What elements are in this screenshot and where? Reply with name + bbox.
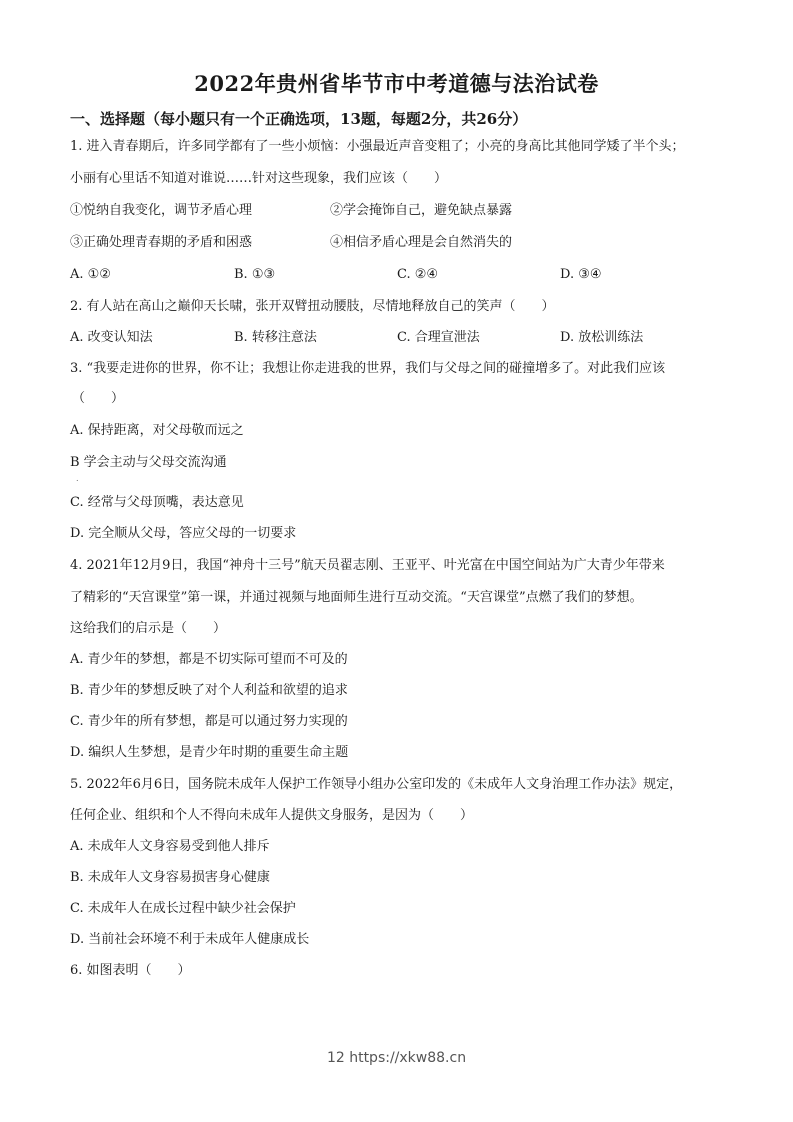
option-a: A. ①② <box>70 267 111 282</box>
stray-mark: . <box>76 474 79 483</box>
option-d: D. 完全顺从父母，答应父母的一切要求 <box>70 526 297 541</box>
option-c: C. 青少年的所有梦想，都是可以通过努力实现的 <box>70 714 348 729</box>
statement-1: ①悦纳自我变化，调节矛盾心理 <box>70 203 253 218</box>
question-1-stem: 1. 进入青春期后，许多同学都有了一些小烦恼：小强最近声音变粗了；小亮的身高比其他同学矮了半个头； <box>70 139 685 154</box>
question-3-stem-cont: （ ） <box>72 391 125 406</box>
option-a: A. 改变认知法 <box>70 330 153 345</box>
option-a: A. 青少年的梦想，都是不切实际可望而不可及的 <box>70 652 348 667</box>
option-d: D. 放松训练法 <box>560 330 644 345</box>
option-b: B. ①③ <box>234 267 276 282</box>
option-c: C. 合理宣泄法 <box>397 330 480 345</box>
page-title: 2022年贵州省毕节市中考道德与法治试卷 <box>194 71 599 96</box>
question-4-stem-cont: 了精彩的“天宫课堂”第一课，并通过视频与地面师生进行互动交流。“天宫课堂”点燃了我们的梦想。 <box>70 590 643 605</box>
question-6-stem: 6. 如图表明（ ） <box>70 963 191 978</box>
option-d: D. ③④ <box>560 267 602 282</box>
option-b: B. 青少年的梦想反映了对个人利益和欲望的追求 <box>70 683 348 698</box>
option-b: B 学会主动与父母交流沟通 <box>70 455 227 470</box>
question-5-stem: 5. 2022年6月6日，国务院未成年人保护工作领导小组办公室印发的《未成年人文身治理工作办法》规定， <box>70 777 683 792</box>
question-4-stem: 4. 2021年12月9日，我国“神舟十三号”航天员翟志刚、王亚平、叶光富在中国空间站为广大青少年带来 <box>70 558 665 573</box>
option-c: C. ②④ <box>397 267 439 282</box>
option-c: C. 经常与父母顶嘴，表达意见 <box>70 495 244 510</box>
section-header: 一、选择题（每小题只有一个正确选项，13题，每题2分，共26分） <box>70 110 528 128</box>
statement-4: ④相信矛盾心理是会自然消失的 <box>330 235 513 250</box>
question-4-stem-cont2: 这给我们的启示是（ ） <box>70 621 227 636</box>
option-b: B. 未成年人文身容易损害身心健康 <box>70 870 270 885</box>
question-2-stem: 2. 有人站在高山之巅仰天长啸，张开双臂扭动腰肢，尽情地释放自己的笑声（ ） <box>70 299 555 314</box>
page-footer: 12 https://xkw88.cn <box>326 1050 467 1066</box>
option-c: C. 未成年人在成长过程中缺少社会保护 <box>70 901 296 916</box>
option-a: A. 未成年人文身容易受到他人排斥 <box>70 839 270 854</box>
question-3-stem: 3. “我要走进你的世界，你不让；我想让你走进我的世界，我们与父母之间的碰撞增多了。对此我们应该 <box>70 361 666 376</box>
option-b: B. 转移注意法 <box>234 330 317 345</box>
option-d: D. 编织人生梦想，是青少年时期的重要生命主题 <box>70 745 349 760</box>
statement-3: ③正确处理青春期的矛盾和困惑 <box>70 235 253 250</box>
option-a: A. 保持距离，对父母敬而远之 <box>70 423 244 438</box>
question-5-stem-cont: 任何企业、组织和个人不得向未成年人提供文身服务，是因为（ ） <box>70 808 474 823</box>
statement-2: ②学会掩饰自己，避免缺点暴露 <box>330 203 513 218</box>
question-1-stem-cont: 小丽有心里话不知道对谁说……针对这些现象，我们应该（ ） <box>70 171 448 186</box>
option-d: D. 当前社会环境不利于未成年人健康成长 <box>70 932 310 947</box>
